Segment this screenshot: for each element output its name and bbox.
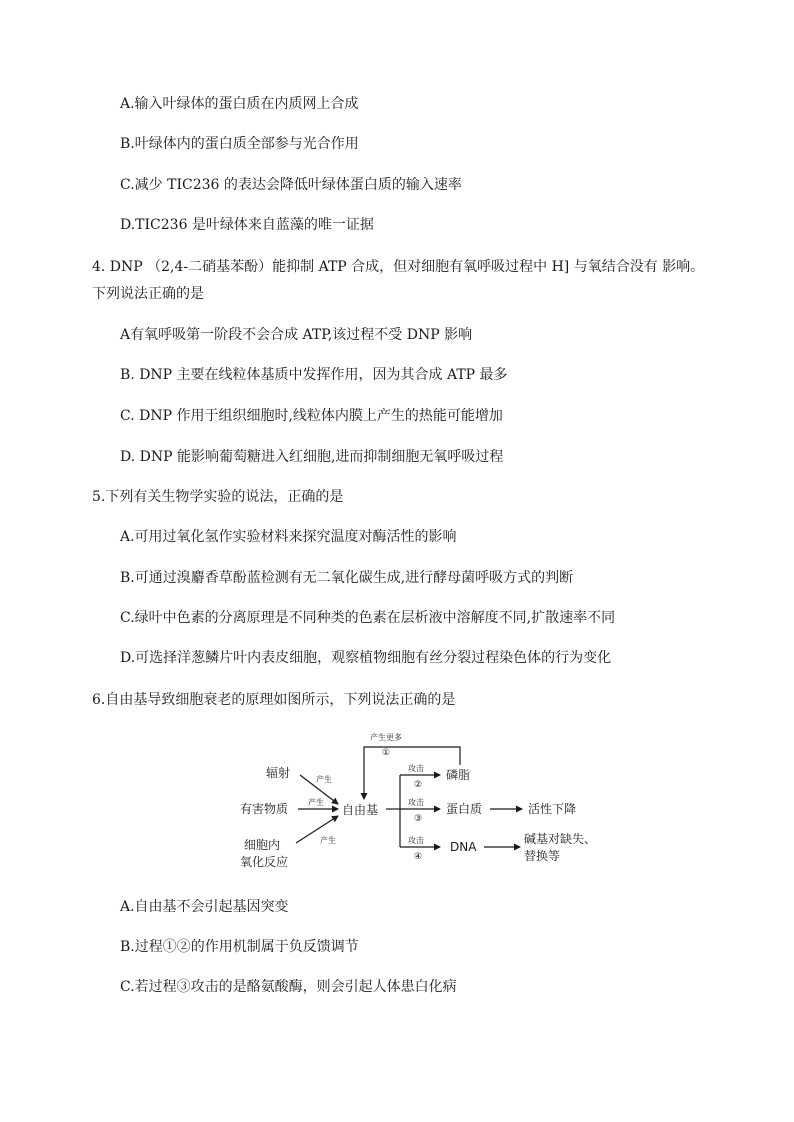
q5-option-b: B.可通过溴麝香草酚蓝检测有无二氧化碳生成,进行酵母菌呼吸方式的判断 xyxy=(120,570,574,586)
q3-option-c: C.减少 TIC236 的表达会降低叶绿体蛋白质的输入速率 xyxy=(120,177,462,193)
q5-option-c: C.绿叶中色素的分离原理是不同种类的色素在层析液中溶解度不同,扩散速率不同 xyxy=(120,610,616,626)
q4-stem-line1: 4. DNP （2,4-二硝基苯酚）能抑制 ATP 合成，但对细胞有氧呼吸过程中 H] 与氧结合没有 影响。 xyxy=(92,259,705,275)
label-protein: 蛋白质 xyxy=(446,802,483,816)
q6-stem: 6.自由基导致细胞衰老的原理如图所示，下列说法正确的是 xyxy=(92,692,456,708)
q3-option-b: B.叶绿体内的蛋白质全部参与光合作用 xyxy=(120,136,359,152)
label-radiation: 辐射 xyxy=(266,766,291,780)
attack-label-3: 攻击 xyxy=(408,836,424,845)
q5-option-d: D.可选择洋葱鳞片叶内表皮细胞，观察植物细胞有丝分裂过程染色体的行为变化 xyxy=(120,650,612,666)
label-base-change-line1: 碱基对缺失、 xyxy=(524,832,597,846)
q5-stem: 5.下列有关生物学实验的说法，正确的是 xyxy=(92,489,344,505)
q4-option-a: A有氧呼吸第一阶段不会合成 ATP,该过程不受 DNP 影响 xyxy=(120,327,473,343)
feedback-label: 产生更多 xyxy=(370,733,402,742)
label-dna: DNA xyxy=(450,840,477,854)
produce-label-1: 产生 xyxy=(316,775,332,784)
label-harmful-substance: 有害物质 xyxy=(240,802,289,816)
num-3: ③ xyxy=(414,814,423,824)
attack-label-2: 攻击 xyxy=(408,798,424,807)
q6-option-b: B.过程①②的作用机制属于负反馈调节 xyxy=(120,939,359,955)
label-oxidation-line2: 氧化反应 xyxy=(240,855,289,869)
produce-label-2: 产生 xyxy=(308,798,324,807)
q3-option-d: D.TIC236 是叶绿体来自蓝藻的唯一证据 xyxy=(120,217,374,233)
q4-option-b: B. DNP 主要在线粒体基质中发挥作用，因为其合成 ATP 最多 xyxy=(120,367,508,383)
q3-option-a: A.输入叶绿体的蛋白质在内质网上合成 xyxy=(120,96,359,112)
q5-option-a: A.可用过氧化氢作实验材料来探究温度对酶活性的影响 xyxy=(120,529,457,545)
label-base-change-line2: 替换等 xyxy=(524,849,561,863)
free-radical-diagram xyxy=(228,725,600,875)
q4-option-d: D. DNP 能影响葡萄糖进入红细胞,进而抑制细胞无氧呼吸过程 xyxy=(120,449,504,465)
q6-option-c: C.若过程③攻击的是酪氨酸酶，则会引起人体患白化病 xyxy=(120,979,457,995)
q4-stem-line2: 下列说法正确的是 xyxy=(92,286,204,302)
label-free-radical: 自由基 xyxy=(342,803,379,817)
produce-label-3: 产生 xyxy=(320,836,336,845)
label-phospholipid: 磷脂 xyxy=(446,768,471,782)
q6-option-a: A.自由基不会引起基因突变 xyxy=(120,899,289,915)
num-4: ④ xyxy=(414,852,423,862)
label-oxidation-line1: 细胞内 xyxy=(244,838,281,852)
q4-option-c: C. DNP 作用于组织细胞时,线粒体内膜上产生的热能可能增加 xyxy=(120,408,503,424)
label-activity-decrease: 活性下降 xyxy=(528,802,577,816)
num-1: ① xyxy=(382,748,391,758)
attack-label-1: 攻击 xyxy=(408,764,424,773)
num-2: ② xyxy=(414,780,423,790)
